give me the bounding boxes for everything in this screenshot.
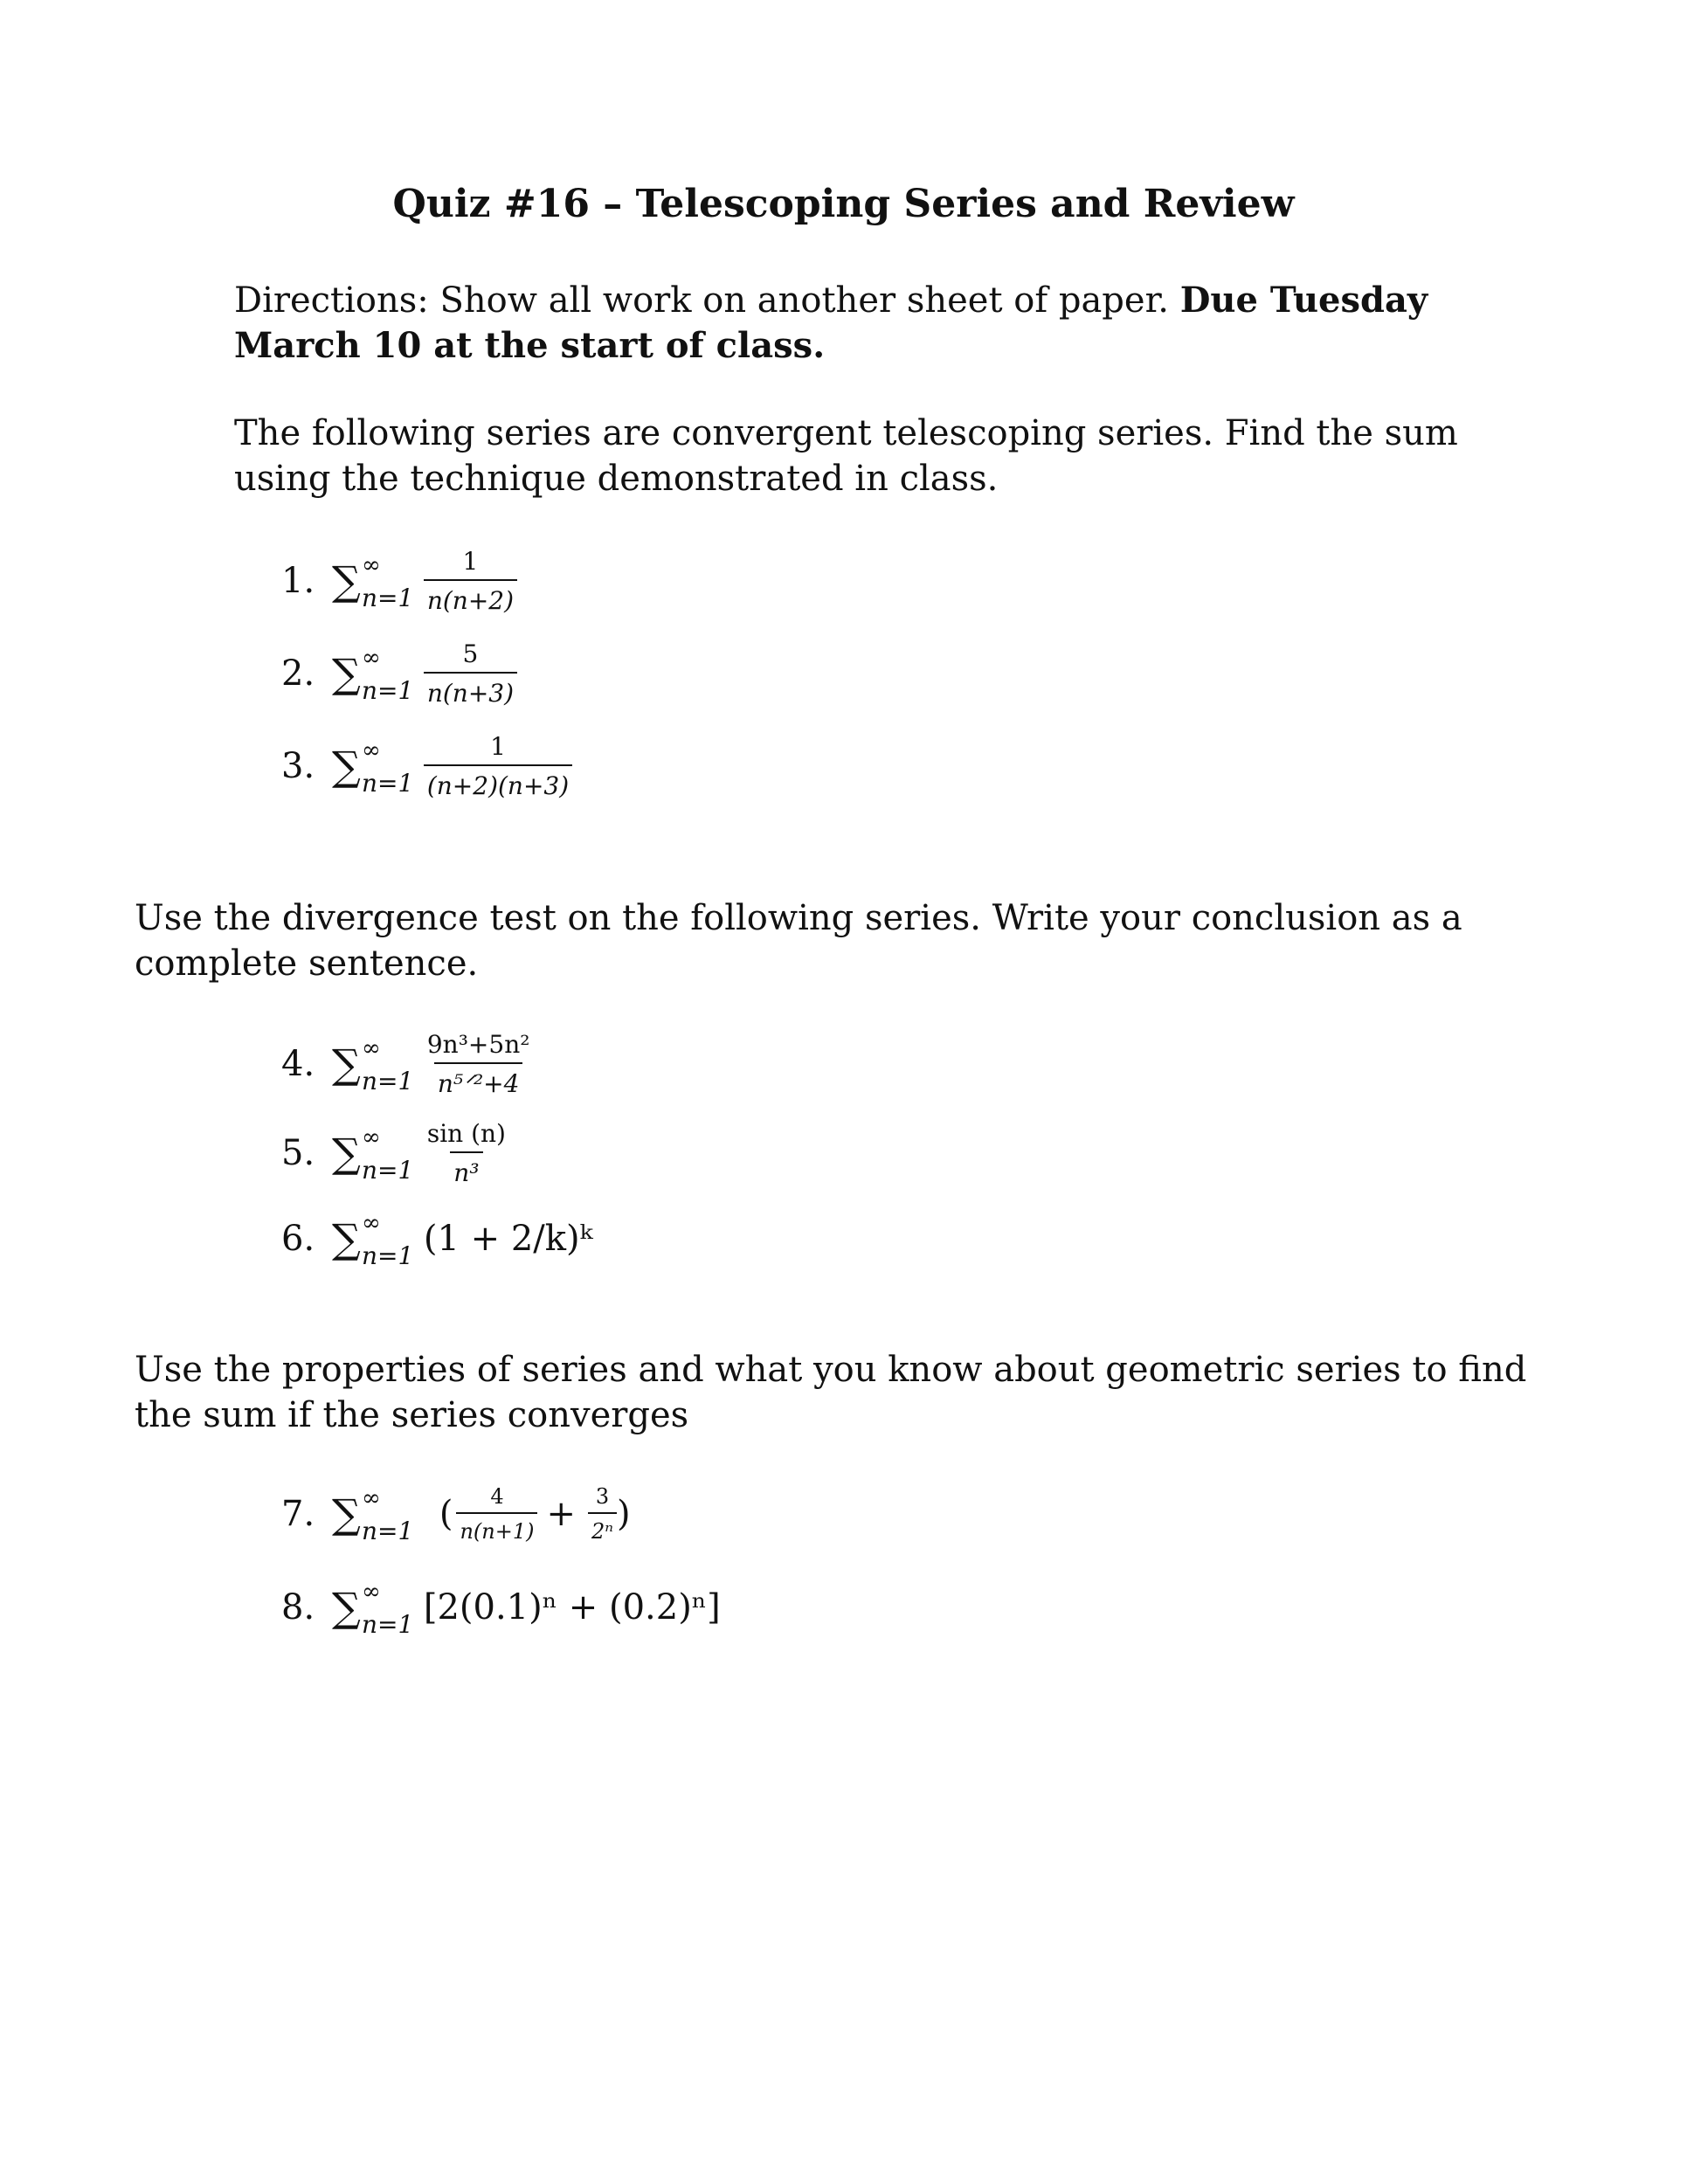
problem-7: 7. ∑ ∞ n=1 ( $\frac{4}{n(n+1)}$ + $\frac{3}{\text{2ⁿ}}$ ) [281,1484,631,1545]
summation-symbol: ∑ ∞ n=1 [332,1579,414,1639]
problem-number: 6. [281,1219,315,1259]
summation-symbol: ∑ ∞ n=1 [332,1124,414,1185]
summation-symbol: ∑ ∞ n=1 [332,1035,414,1095]
summation-symbol: ∑ ∞ n=1 [332,737,414,798]
summation-symbol: ∑ ∞ n=1 [332,645,414,705]
problem-4 [281,1016,533,1112]
fraction: $\frac{1}{n(n+2)}$ [424,547,517,615]
problem-number: 2. [281,653,315,694]
problem-6 [281,1191,592,1287]
fraction: $\frac{5}{n(n+3)}$ [424,639,517,708]
problem-2 [281,625,517,722]
problem-number: 4. [281,1044,315,1084]
summation-symbol: ∑ ∞ n=1 [332,1485,414,1545]
section-telescoping-instructions: The following series are convergent telescoping series. Find the sum using the technique demonstrated in class. [234,413,1458,499]
directions-text: Directions: Show all work on another sheet of paper. [234,280,1180,321]
page-title: Quiz #16 – Telescoping Series and Review [392,182,1295,226]
problem-number: 5. [281,1133,315,1173]
problem-3 [281,718,572,814]
fraction: $\frac{4}{n(n+1)}$ [456,1484,537,1544]
due-date: Due Tuesday March 10 at the start of class. [234,280,1428,366]
series-expression: [2(0.1)ⁿ + (0.2)ⁿ] [423,1587,721,1628]
fraction: $\frac{\sin (n)}{\text{n³}}$ [426,1119,506,1187]
series-expression: (1 + 2/k)ᵏ [423,1219,593,1259]
problem-5 [281,1105,509,1201]
section-geometric-instructions: Use the properties of series and what you know about geometric series to find the sum if the series converges [135,1350,1527,1435]
problem-number: 8. [281,1587,315,1628]
problem-number: 3. [281,746,315,786]
fraction: $\frac{\text{9n³+5n²}}{\text{n⁵ᐟ²+4}}$ [426,1030,530,1098]
problem-8 [281,1559,721,1655]
section-divergence-instructions: Use the divergence test on the following series. Write your conclusion as a complete sentence. [135,898,1462,984]
fraction: $\frac{3}{\text{2ⁿ}}$ [588,1484,617,1544]
fraction: $\frac{1}{(n+2)(n+3)}$ [424,732,572,800]
summation-symbol: ∑ ∞ n=1 [332,1210,414,1270]
problem-number: 7. [281,1494,315,1534]
directions [234,278,1527,369]
problem-number: 1. [281,561,315,601]
summation-symbol: ∑ ∞ n=1 [332,552,414,612]
problem-1 [281,533,517,629]
